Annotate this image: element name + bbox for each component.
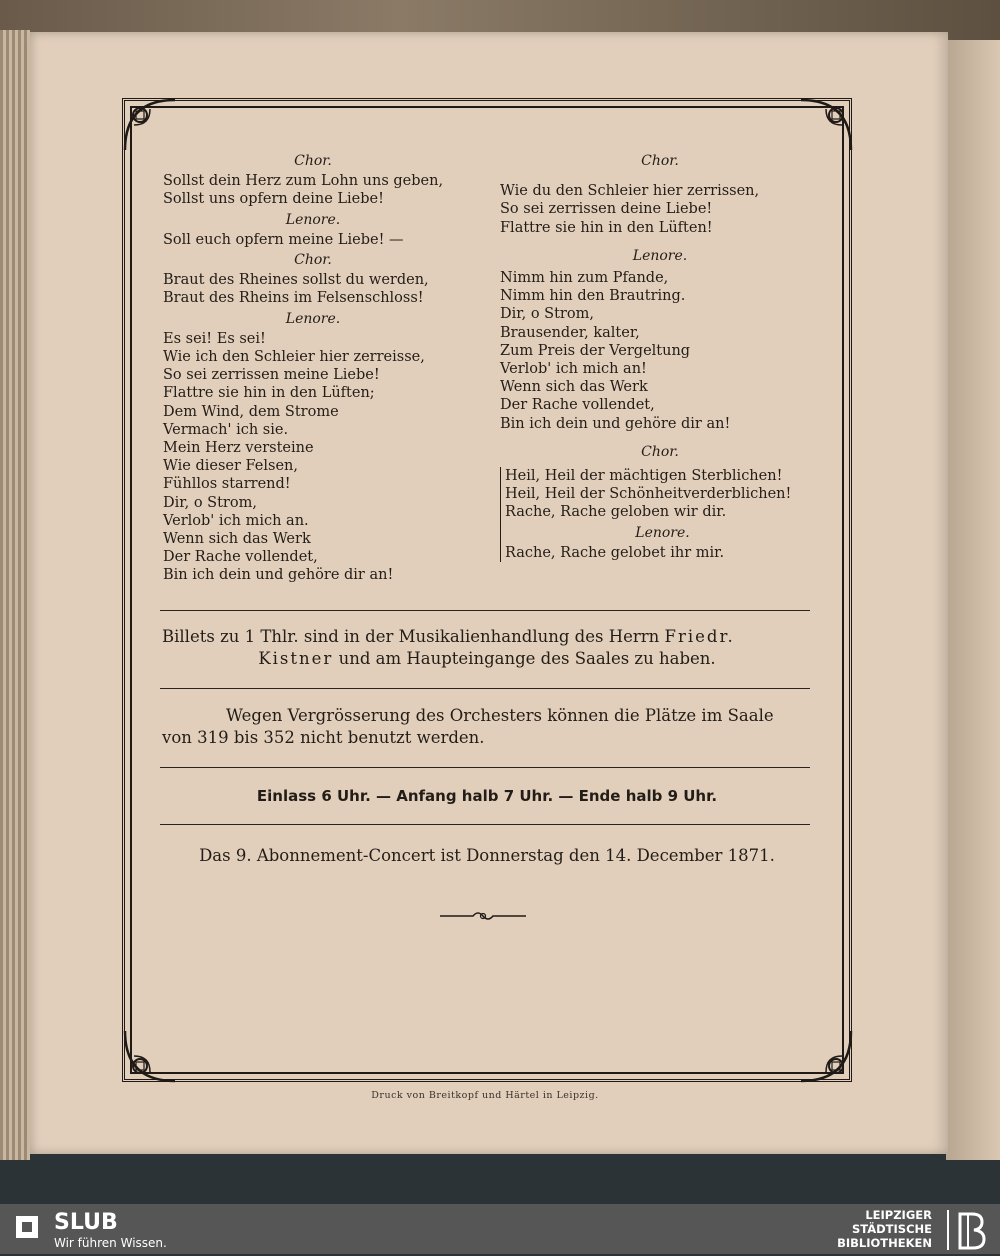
verse-line: Bin ich dein und gehöre dir an! — [163, 567, 394, 584]
verse-line: Brausender, kalter, — [500, 324, 640, 341]
corner-ornament-icon — [796, 95, 856, 155]
notice-name: Kistner — [258, 649, 334, 668]
lsb-line: BIBLIOTHEKEN — [837, 1236, 932, 1250]
speaker-heading: Lenore. — [632, 247, 688, 264]
billets-notice — [162, 626, 812, 670]
lsb-text — [837, 1208, 932, 1250]
verse-line: Flattre sie hin in den Lüften! — [500, 219, 713, 236]
verse-line: Wenn sich das Werk — [500, 379, 648, 396]
verse-line: Verlob' ich mich an. — [163, 512, 309, 529]
verse-line: Wie du den Schleier hier zerrissen, — [500, 183, 760, 200]
verse-line: Es sei! Es sei! — [163, 330, 266, 347]
verse-line: Bin ich dein und gehöre dir an! — [500, 415, 731, 432]
notice-text: Billets zu 1 Thlr. sind in der Musikalienhandlung des Herrn — [162, 627, 660, 646]
verse-line: Mein Herz versteine — [163, 440, 314, 457]
verse-line: Vermach' ich sie. — [163, 421, 289, 438]
verse-line: Soll euch opfern meine Liebe! — — [163, 231, 404, 248]
notice-text: Wegen Vergrösserung des Orchesters können die Plätze im Saale — [226, 706, 774, 725]
page-stack-edge — [0, 30, 30, 1160]
slub-tagline: Wir führen Wissen. — [54, 1236, 167, 1250]
verse-line: Rache, Rache geloben wir dir. — [505, 504, 727, 521]
verse-line: Wie dieser Felsen, — [163, 458, 298, 475]
facing-page-edge — [946, 40, 1000, 1160]
verse-line: Der Rache vollendet, — [163, 549, 318, 566]
chorus-bracket — [500, 467, 820, 562]
verse-line: Wenn sich das Werk — [163, 531, 311, 548]
verse-line: Heil, Heil der mächtigen Sterblichen! — [505, 468, 783, 485]
slub-name: SLUB — [54, 1210, 118, 1235]
verse-line: Braut des Rheins im Felsenschloss! — [163, 290, 424, 307]
verse-line: Rache, Rache gelobet ihr mir. — [505, 544, 725, 561]
corner-ornament-icon — [120, 95, 180, 155]
lsb-logo-icon — [946, 1208, 990, 1252]
footer-bar — [0, 1204, 1000, 1254]
speaker-heading: Chor. — [641, 153, 679, 169]
flourish-ornament-icon — [438, 908, 528, 924]
lsb-line: LEIPZIGER — [865, 1208, 932, 1222]
verse-line: Nimm hin den Brautring. — [500, 288, 686, 305]
corner-ornament-icon — [120, 1026, 180, 1086]
times-notice: Einlass 6 Uhr. — Anfang halb 7 Uhr. — Ende halb 9 Uhr. — [256, 787, 718, 805]
speaker-heading: Lenore. — [285, 211, 341, 228]
verse-line: Verlob' ich mich an! — [500, 361, 647, 378]
speaker-heading: Lenore. — [285, 310, 341, 327]
orchestra-notice — [162, 705, 812, 749]
verse-line: Fühllos starrend! — [163, 476, 291, 493]
left-text-column — [163, 150, 463, 585]
divider-rule — [160, 767, 810, 768]
divider-rule — [160, 688, 810, 689]
verse-line: Dir, o Strom, — [163, 494, 257, 511]
next-concert-notice: Das 9. Abonnement-Concert ist Donnerstag den 14. December 1871. — [199, 846, 775, 865]
verse-line: Der Rache vollendet, — [500, 397, 655, 414]
notice-text: und am Haupteingange des Saales zu haben. — [338, 649, 716, 668]
slub-logo-icon — [12, 1212, 42, 1242]
speaker-heading: Lenore. — [635, 524, 690, 541]
verse-line: So sei zerrissen meine Liebe! — [163, 367, 380, 384]
printer-imprint: Druck von Breitkopf und Härtel in Leipzig. — [371, 1090, 599, 1101]
lsb-line: STÄDTISCHE — [851, 1222, 932, 1236]
verse-line: Sollst uns opfern deine Liebe! — [163, 191, 384, 208]
notice-name: Friedr. — [664, 627, 735, 646]
divider-rule — [160, 824, 810, 825]
corner-ornament-icon — [796, 1026, 856, 1086]
verse-line: Dem Wind, dem Strome — [163, 403, 339, 420]
right-text-column — [500, 150, 820, 562]
speaker-heading: Chor. — [641, 443, 679, 460]
verse-line: Braut des Rheines sollst du werden, — [163, 272, 429, 289]
verse-line: Dir, o Strom, — [500, 306, 594, 323]
speaker-heading: Chor. — [294, 252, 332, 269]
verse-line: Wie ich den Schleier hier zerreisse, — [163, 349, 425, 366]
notice-text: von 319 bis 352 nicht benutzt werden. — [162, 728, 485, 747]
verse-line: Sollst dein Herz zum Lohn uns geben, — [163, 173, 444, 190]
divider-rule — [160, 610, 810, 611]
verse-line: Zum Preis der Vergeltung — [500, 342, 691, 359]
verse-line: Flattre sie hin in den Lüften; — [163, 385, 375, 402]
verse-line: So sei zerrissen deine Liebe! — [500, 201, 713, 218]
verse-line: Heil, Heil der Schönheitverderblichen! — [505, 486, 792, 503]
speaker-heading: Chor. — [294, 153, 332, 169]
verse-line: Nimm hin zum Pfande, — [500, 270, 669, 287]
